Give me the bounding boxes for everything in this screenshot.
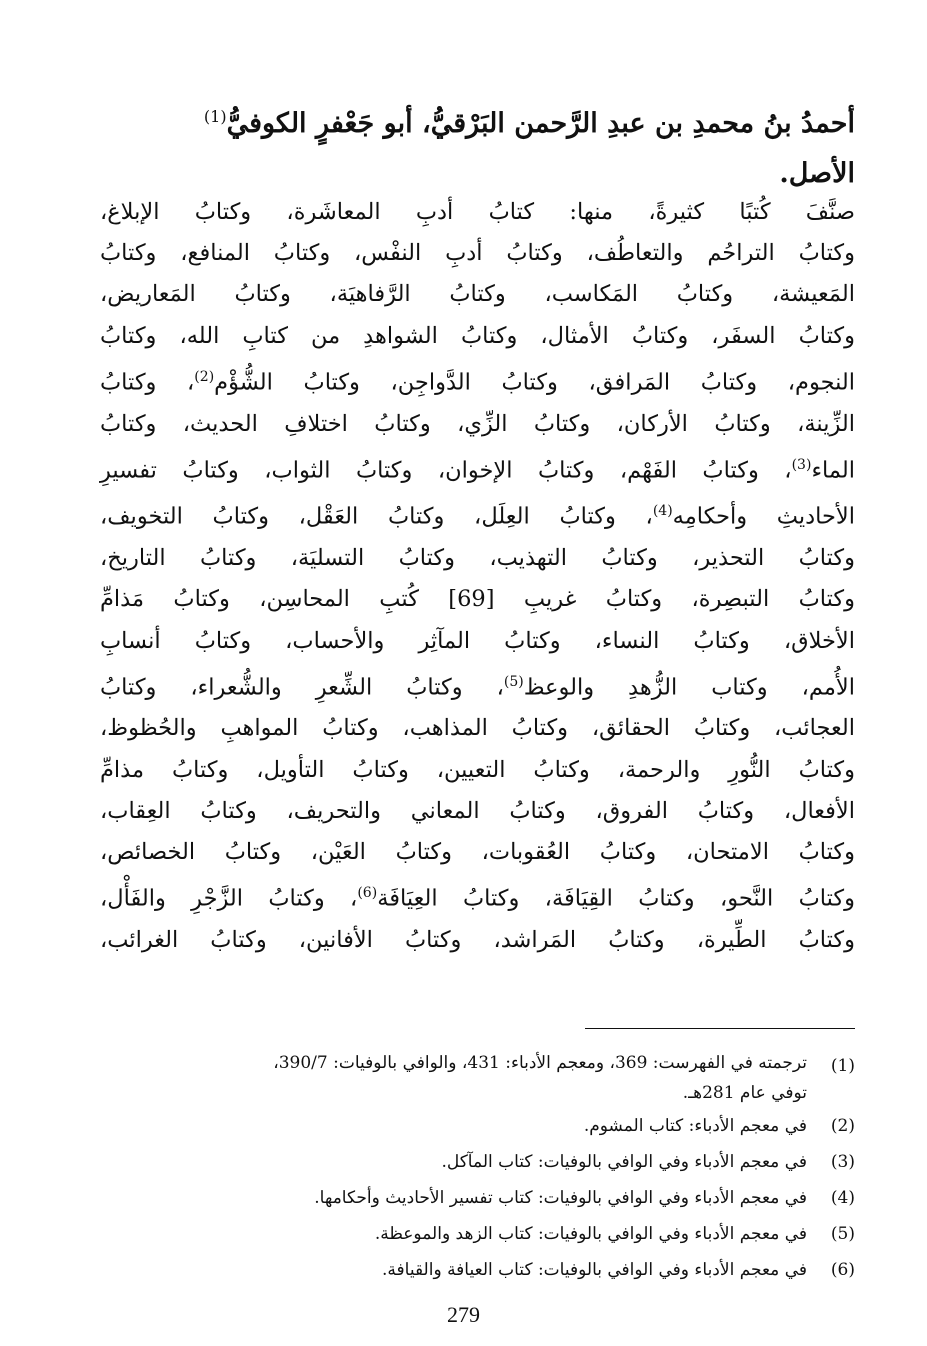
body-line: الأفعال، وكتابُ الفروق، وكتابُ المعاني والتحريف، وكتابُ العِقاب، (100, 797, 855, 824)
body-line-part: ، وكتابُ العِلَل، وكتابُ العَقْل، وكتابُ التخويف، (100, 503, 653, 530)
footnote-item (100, 1252, 855, 1288)
footnote-item (100, 1048, 855, 1108)
body-line: وكتابُ الامتحان، وكتابُ العُقوبات، وكتابُ العَيْن، وكتابُ الخصائص، (100, 839, 855, 866)
body-line: الزِّينة، وكتابُ الأركان، وكتابُ الزِّي، وكتابُ اختلافِ الحديث، وكتابُ (100, 410, 855, 437)
footnote-number: (4) (830, 1188, 855, 1208)
body-line-part: ، وكتابُ الزَّجْرِ والفَأْل، (100, 885, 358, 912)
body-line-part: النجوم، وكتابُ المَرافق، وكتابُ الدَّواجِن، وكتابُ الشُّؤْم (214, 369, 855, 396)
footnote-number: (1) (830, 1056, 855, 1076)
footnote-item (100, 1180, 855, 1216)
footnote-text: في معجم الأدباء وفي الوافي بالوفيات: كتاب تفسير الأحاديث وأحكامها. (314, 1188, 807, 1208)
body-line (100, 357, 855, 404)
footnote-item (100, 1216, 855, 1252)
body-line-part: ، وكتابُ (100, 369, 195, 396)
footnote-text: في معجم الأدباء وفي الوافي بالوفيات: كتاب العيافة والقيافة. (382, 1260, 807, 1280)
body-line (100, 873, 855, 920)
body-line: العجائب، وكتابُ الحقائق، وكتابُ المذاهب، وكتابُ المواهبِ والحُظوظ، (100, 715, 855, 742)
footnote-text: في معجم الأدباء وفي الوافي بالوفيات: كتاب الزهد والموعظة. (374, 1224, 807, 1244)
footnote-text (100, 1048, 807, 1108)
body-line-part: ، وكتابُ الشِّعرِ والشُّعراء، وكتابُ (100, 674, 504, 701)
footnote-ref-6[interactable]: (6) (357, 885, 378, 902)
footnote-text: في معجم الأدباء: كتاب المشوم. (583, 1116, 807, 1136)
footnote-number: (5) (830, 1224, 855, 1244)
footnote-ref-2[interactable]: (2) (194, 368, 215, 385)
body-line: وكتابُ النُّورِ والرحمة، وكتابُ التعيين، وكتابُ التأويل، وكتابُ مذامِّ (100, 756, 855, 783)
body-line: وكتابُ التبصِرة، وكتابُ غريبِ [69] كُتبِ المحاسِن، وكتابُ مَذامِّ (100, 586, 855, 613)
footnote-text-line: توفي عام 281هـ. (682, 1083, 807, 1103)
footnote-ref-1[interactable]: (1) (203, 107, 227, 126)
body-line (100, 662, 855, 709)
body-line (100, 491, 855, 538)
footnote-number: (2) (830, 1116, 855, 1136)
body-line: صنَّفَ كُتبًا كثيرةً، منها: كتابُ أدبِ المعاشَرة، وكتابُ الإبلاغ، (100, 199, 855, 225)
body-line-part: الأحاديثِ وأحكامِه (672, 503, 856, 530)
footnote-ref-5[interactable]: (5) (503, 673, 524, 690)
heading-line-2: الأصل. (779, 158, 855, 189)
body-line-part: الأُمم، وكتاب الزُّهدِ والوعظ (523, 674, 855, 701)
heading-line-1 (100, 92, 855, 149)
footnote-ref-4[interactable]: (4) (652, 503, 673, 520)
body-line: الأخلاق، وكتابُ النساء، وكتابُ المآثِر والأحساب، وكتابُ أنسابِ (100, 627, 855, 654)
body-line: وكتابُ السفَر، وكتابُ الأمثال، وكتابُ الشواهدِ من كتابِ الله، وكتابُ (100, 322, 855, 349)
body-line (100, 445, 855, 492)
footnote-number: (6) (830, 1260, 855, 1280)
body-line-part: وكتابُ النَّحو، وكتابُ القِيَافَة، وكتابُ العِيَافَة (377, 885, 855, 912)
footnote-divider (585, 1028, 855, 1029)
body-line: وكتابُ التحذير، وكتابُ التهذيب، وكتابُ التسليَة، وكتابُ التاريخ، (100, 545, 855, 572)
footnote-ref-3[interactable]: (3) (791, 456, 812, 473)
footnotes (100, 1048, 855, 1288)
body-line: المَعيشة، وكتابُ المَكاسب، وكتابُ الرَّفاهيَة، وكتابُ المَعاريض، (100, 281, 855, 308)
page-number: 279 (447, 1302, 480, 1327)
heading-name: أحمدُ بنُ محمدِ بن عبدِ الرَّحمن البَرْقيُّ، أبو جَعْفرٍ الكوفيُّ (226, 108, 855, 139)
body-line: وكتابُ الطِّيرة، وكتابُ المَراشد، وكتابُ الأفانين، وكتابُ الغرائب، (100, 926, 855, 953)
body-text (100, 192, 855, 961)
footnote-text-line: ترجمته في الفهرست: 369، ومعجم الأدباء: 431، والوافي بالوفيات: 390/7، (273, 1053, 807, 1073)
footnote-text: في معجم الأدباء وفي الوافي بالوفيات: كتاب المآكل. (441, 1152, 807, 1172)
body-line-part: الماء (811, 457, 855, 484)
body-line: وكتابُ التراحُم والتعاطُف، وكتابُ أدبِ النفْس، وكتابُ المنافع، وكتابُ (100, 240, 855, 267)
footnote-item (100, 1144, 855, 1180)
body-line-part: ، وكتابُ الفَهْم، وكتابُ الإخوان، وكتابُ الثواب، وكتابُ تفسيرِ (100, 457, 792, 484)
footnote-item (100, 1108, 855, 1144)
footnote-number: (3) (830, 1152, 855, 1172)
entry-heading (100, 92, 855, 199)
